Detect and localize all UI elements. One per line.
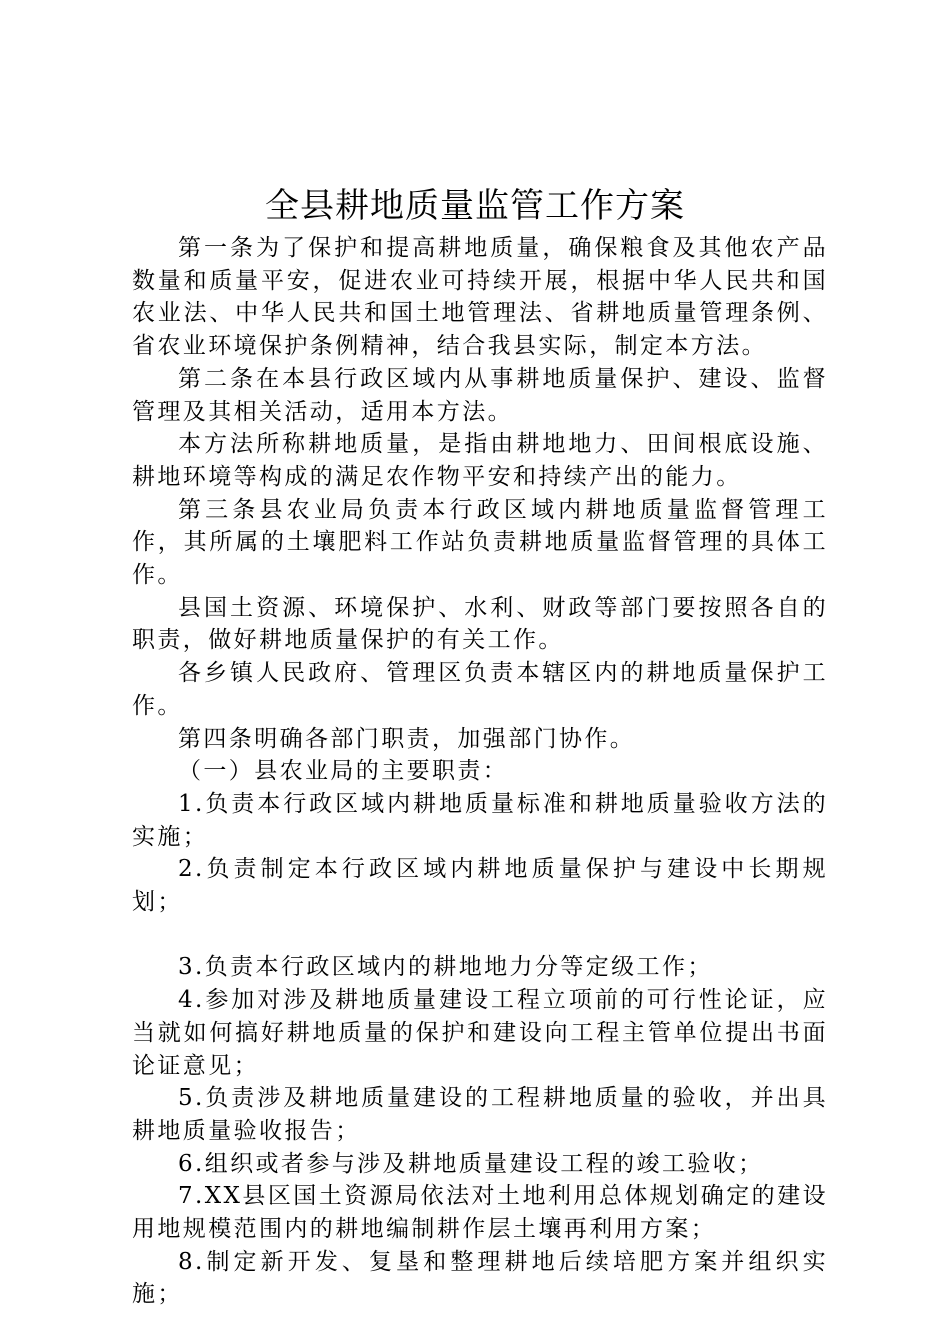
list-item-4: 4.参加对涉及耕地质量建设工程立项前的可行性论证，应当就如何搞好耕地质量的保护和建设向工程主管单位提出书面论证意见； [132,987,828,1079]
list-item-5: 5.负责涉及耕地质量建设的工程耕地质量的验收，并出具耕地质量验收报告； [132,1085,828,1144]
list-item-7: 7.XX县区国土资源局依法对土地利用总体规划确定的建设用地规模范围内的耕地编制耕作层土壤再利用方案； [132,1183,828,1243]
list-item-2: 2.负责制定本行政区域内耕地质量保护与建设中长期规划； [132,856,828,916]
paragraph-definition: 本方法所称耕地质量，是指由耕地地力、田间根底设施、耕地环境等构成的满足农作物平安和持续产出的能力。 [132,431,828,490]
paragraph-article-1: 第一条为了保护和提高耕地质量，确保粮食及其他农产品数量和质量平安，促进农业可持续开展，根据中华人民共和国农业法、中华人民共和国土地管理法、省耕地质量管理条例、省农业环境保护条例精神，结合我县实际，制定本方法。 [132,235,828,360]
document-title: 全县耕地质量监管工作方案 [265,186,685,226]
paragraph-section-1: （一）县农业局的主要职责： [178,758,509,785]
paragraph-article-4: 第四条明确各部门职责，加强部门协作。 [178,725,636,752]
list-item-1: 1.负责本行政区域内耕地质量标准和耕地质量验收方法的实施； [132,790,828,850]
document-body [132,232,828,1311]
paragraph-townships: 各乡镇人民政府、管理区负责本辖区内的耕地质量保护工作。 [132,660,828,719]
paragraph-article-3: 第三条县农业局负责本行政区域内耕地质量监督管理工作，其所属的土壤肥料工作站负责耕地质量监督管理的具体工作。 [132,496,828,589]
list-item-6: 6.组织或者参与涉及耕地质量建设工程的竣工验收； [178,1150,764,1177]
paragraph-article-2: 第二条在本县行政区域内从事耕地质量保护、建设、监督管理及其相关活动，适用本方法。 [132,365,828,425]
list-item-3: 3.负责本行政区域内的耕地地力分等定级工作； [178,954,713,981]
list-item-8: 8.制定新开发、复垦和整理耕地后续培肥方案并组织实施； [132,1248,828,1308]
paragraph-departments: 县国土资源、环境保护、水利、财政等部门要按照各自的职责，做好耕地质量保护的有关工作。 [132,594,828,654]
